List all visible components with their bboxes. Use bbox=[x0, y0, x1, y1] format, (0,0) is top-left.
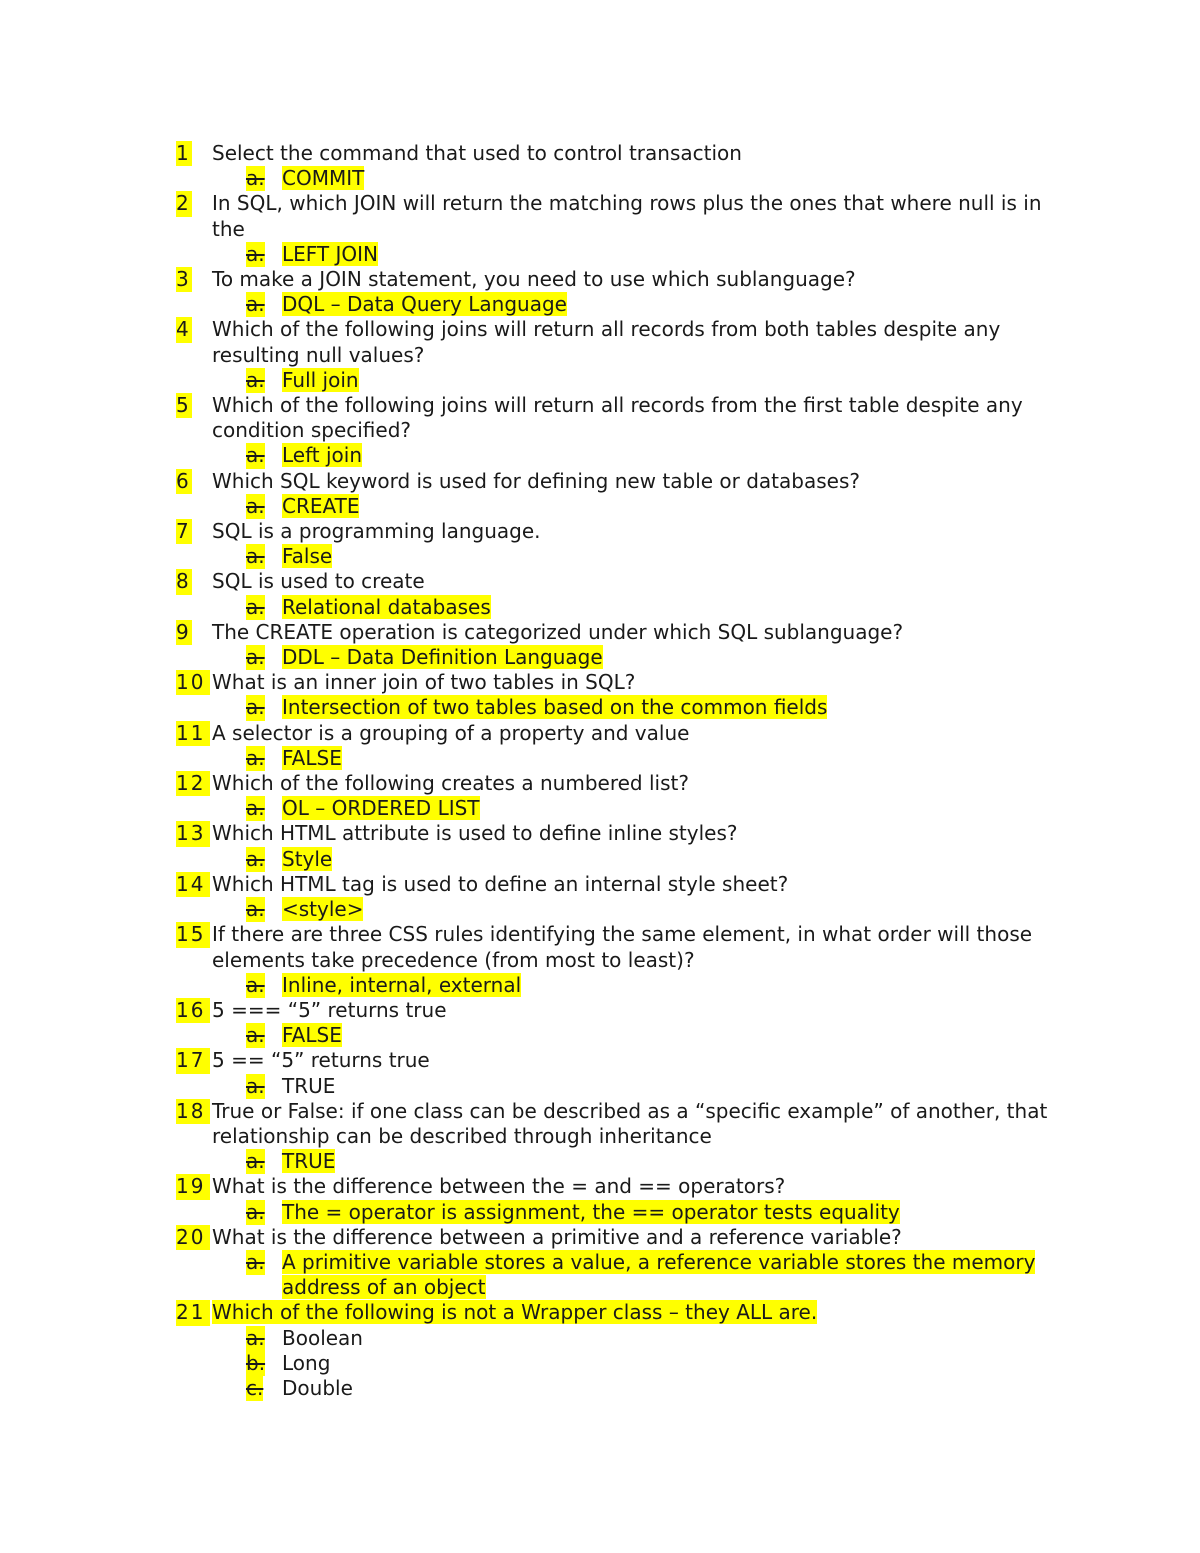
question-item bbox=[176, 821, 1076, 846]
answer-letter: a. bbox=[246, 443, 265, 468]
question-number: 4 bbox=[176, 317, 191, 342]
answer-letter: c. bbox=[246, 1375, 264, 1400]
question-item bbox=[176, 519, 1076, 544]
question-item bbox=[176, 1174, 1076, 1199]
question-item bbox=[176, 670, 1076, 695]
answer-text: TRUE bbox=[282, 1149, 336, 1174]
question-number: 12 bbox=[176, 771, 210, 796]
answer-text: Relational databases bbox=[282, 594, 491, 619]
answer-text: False bbox=[282, 544, 333, 569]
question-item bbox=[176, 1300, 1076, 1325]
answer-text: COMMIT bbox=[282, 166, 365, 191]
question-number: 7 bbox=[176, 519, 191, 544]
answer-option bbox=[246, 746, 1076, 771]
question-text: In SQL, which JOIN will return the matching rows plus the ones that where null is in the bbox=[212, 191, 1042, 241]
question-text: 5 === “5” returns true bbox=[212, 997, 447, 1022]
question-text: Which of the following joins will return all records from the first table despite any condition specified? bbox=[212, 393, 1023, 443]
answer-option bbox=[246, 1351, 1076, 1376]
answer-text: FALSE bbox=[282, 745, 342, 770]
answer-letter: a. bbox=[246, 367, 265, 392]
answer-letter: a. bbox=[246, 645, 265, 670]
answer-text: DQL – Data Query Language bbox=[282, 292, 567, 317]
answer-text: FALSE bbox=[282, 1023, 342, 1048]
question-text: Select the command that used to control transaction bbox=[212, 141, 742, 165]
question-number: 8 bbox=[176, 569, 191, 594]
answer-list bbox=[176, 166, 1076, 191]
question-text: What is the difference between the = and == operators? bbox=[212, 1174, 786, 1199]
answer-letter: a. bbox=[246, 1149, 265, 1174]
answer-list bbox=[176, 368, 1076, 393]
answer-text: The = operator is assignment, the == operator tests equality bbox=[282, 1199, 900, 1224]
answer-option bbox=[246, 443, 1076, 468]
answer-text: Style bbox=[282, 846, 333, 871]
answer-text: Double bbox=[282, 1375, 353, 1400]
answer-option bbox=[246, 847, 1076, 872]
question-number: 15 bbox=[176, 922, 210, 947]
answer-list bbox=[176, 1023, 1076, 1048]
answer-option bbox=[246, 897, 1076, 922]
answer-text: Full join bbox=[282, 367, 359, 392]
question-text: Which of the following is not a Wrapper class – they ALL are. bbox=[212, 1300, 818, 1325]
answer-list bbox=[176, 242, 1076, 267]
question-number: 9 bbox=[176, 619, 191, 644]
answer-text: <style> bbox=[282, 897, 364, 922]
answer-list bbox=[176, 695, 1076, 720]
question-text: True or False: if one class can be described as a “specific example” of another, that relationship can be described through inheritance bbox=[212, 1098, 1048, 1148]
question-text: The CREATE operation is categorized under which SQL sublanguage? bbox=[212, 619, 904, 644]
question-number: 14 bbox=[176, 872, 210, 897]
question-text: What is the difference between a primitive and a reference variable? bbox=[212, 1224, 902, 1249]
question-item bbox=[176, 267, 1076, 292]
answer-option bbox=[246, 595, 1076, 620]
answer-option bbox=[246, 1023, 1076, 1048]
question-text: A selector is a grouping of a property and value bbox=[212, 720, 690, 745]
answer-letter: a. bbox=[246, 745, 265, 770]
answer-option bbox=[246, 242, 1076, 267]
question-item bbox=[176, 141, 1076, 166]
answer-text: Intersection of two tables based on the common fields bbox=[282, 695, 828, 720]
answer-text: LEFT JOIN bbox=[282, 241, 379, 266]
question-number: 6 bbox=[176, 468, 191, 493]
question-text: SQL is a programming language. bbox=[212, 519, 541, 544]
answer-option bbox=[246, 695, 1076, 720]
question-item bbox=[176, 620, 1076, 645]
answer-text: DDL – Data Definition Language bbox=[282, 645, 603, 670]
answer-option bbox=[246, 544, 1076, 569]
question-number: 20 bbox=[176, 1225, 210, 1250]
answer-option bbox=[246, 494, 1076, 519]
answer-option bbox=[246, 292, 1076, 317]
answer-text: Long bbox=[282, 1350, 331, 1375]
question-number: 11 bbox=[176, 721, 210, 746]
answer-list bbox=[176, 645, 1076, 670]
question-text: To make a JOIN statement, you need to use which sublanguage? bbox=[212, 267, 856, 292]
question-number: 13 bbox=[176, 821, 210, 846]
question-item bbox=[176, 922, 1076, 972]
question-item bbox=[176, 569, 1076, 594]
answer-letter: a. bbox=[246, 544, 265, 569]
answer-option bbox=[246, 1376, 1076, 1401]
answer-list bbox=[176, 897, 1076, 922]
answer-letter: a. bbox=[246, 1199, 265, 1224]
answer-letter: b. bbox=[246, 1350, 266, 1375]
question-text: SQL is used to create bbox=[212, 569, 425, 594]
answer-list bbox=[176, 973, 1076, 998]
question-number: 3 bbox=[176, 267, 191, 292]
question-number: 2 bbox=[176, 191, 191, 216]
question-item bbox=[176, 1099, 1076, 1149]
question-number: 18 bbox=[176, 1099, 210, 1124]
question-number: 17 bbox=[176, 1048, 210, 1073]
answer-text: Boolean bbox=[282, 1325, 363, 1350]
question-item bbox=[176, 469, 1076, 494]
question-item bbox=[176, 1225, 1076, 1250]
question-item bbox=[176, 998, 1076, 1023]
question-text: If there are three CSS rules identifying the same element, in what order will those elements take precedence (from most to least)? bbox=[212, 922, 1033, 972]
answer-option bbox=[246, 1250, 1076, 1300]
answer-list bbox=[176, 746, 1076, 771]
answer-letter: a. bbox=[246, 695, 265, 720]
answer-option bbox=[246, 973, 1076, 998]
question-item bbox=[176, 317, 1076, 367]
question-number: 19 bbox=[176, 1174, 210, 1199]
question-text: Which HTML attribute is used to define inline styles? bbox=[212, 821, 738, 846]
question-list bbox=[176, 141, 1076, 1401]
answer-letter: a. bbox=[246, 594, 265, 619]
question-text: Which HTML tag is used to define an internal style sheet? bbox=[212, 871, 789, 896]
answer-list bbox=[176, 1200, 1076, 1225]
question-item bbox=[176, 393, 1076, 443]
answer-list bbox=[176, 1250, 1076, 1300]
question-item bbox=[176, 771, 1076, 796]
answer-text: A primitive variable stores a value, a reference variable stores the memory address of an object bbox=[282, 1249, 1036, 1300]
answer-letter: a. bbox=[246, 292, 265, 317]
question-text: 5 == “5” returns true bbox=[212, 1048, 430, 1073]
question-text: What is an inner join of two tables in SQL? bbox=[212, 670, 636, 695]
answer-text: TRUE bbox=[282, 1073, 336, 1098]
question-item bbox=[176, 872, 1076, 897]
answer-list bbox=[176, 1149, 1076, 1174]
answer-letter: a. bbox=[246, 1325, 265, 1350]
answer-letter: a. bbox=[246, 1073, 265, 1098]
question-item bbox=[176, 721, 1076, 746]
answer-text: CREATE bbox=[282, 493, 360, 518]
question-number: 16 bbox=[176, 998, 210, 1023]
answer-list bbox=[176, 1074, 1076, 1099]
answer-list bbox=[176, 1326, 1076, 1402]
answer-text: Left join bbox=[282, 443, 363, 468]
answer-list bbox=[176, 796, 1076, 821]
answer-letter: a. bbox=[246, 1249, 265, 1274]
question-text: Which of the following creates a numbered list? bbox=[212, 771, 689, 796]
answer-letter: a. bbox=[246, 897, 265, 922]
question-number: 5 bbox=[176, 393, 191, 418]
answer-letter: a. bbox=[246, 846, 265, 871]
answer-letter: a. bbox=[246, 796, 265, 821]
answer-list bbox=[176, 847, 1076, 872]
question-text: Which of the following joins will return all records from both tables despite any resulting null values? bbox=[212, 317, 1001, 367]
answer-letter: a. bbox=[246, 241, 265, 266]
answer-list bbox=[176, 443, 1076, 468]
answer-list bbox=[176, 544, 1076, 569]
answer-option bbox=[246, 166, 1076, 191]
answer-option bbox=[246, 1074, 1076, 1099]
answer-letter: a. bbox=[246, 166, 265, 191]
answer-letter: a. bbox=[246, 493, 265, 518]
question-number: 1 bbox=[176, 141, 191, 165]
question-number: 10 bbox=[176, 670, 210, 695]
answer-letter: a. bbox=[246, 972, 265, 997]
answer-option bbox=[246, 1326, 1076, 1351]
answer-option bbox=[246, 645, 1076, 670]
answer-text: OL – ORDERED LIST bbox=[282, 796, 480, 821]
answer-option bbox=[246, 1149, 1076, 1174]
answer-option bbox=[246, 368, 1076, 393]
question-item bbox=[176, 191, 1076, 241]
question-text: Which SQL keyword is used for defining new table or databases? bbox=[212, 468, 860, 493]
question-number: 21 bbox=[176, 1300, 210, 1325]
answer-option bbox=[246, 1200, 1076, 1225]
answer-option bbox=[246, 796, 1076, 821]
answer-text: Inline, internal, external bbox=[282, 972, 522, 997]
answer-list bbox=[176, 292, 1076, 317]
question-item bbox=[176, 1048, 1076, 1073]
answer-list bbox=[176, 595, 1076, 620]
answer-list bbox=[176, 494, 1076, 519]
answer-letter: a. bbox=[246, 1023, 265, 1048]
